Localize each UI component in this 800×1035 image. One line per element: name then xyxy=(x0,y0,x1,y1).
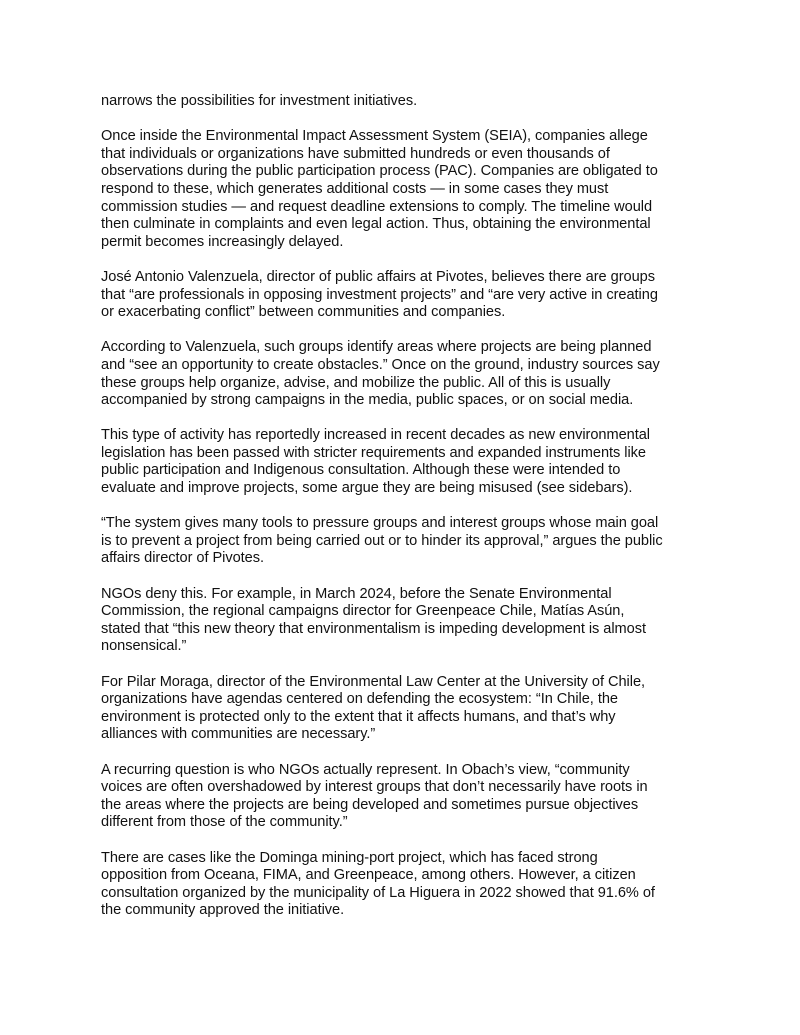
paragraph-valenzuela-obstacles: According to Valenzuela, such groups identify areas where projects are being planned and “see an opportunity to create obstacles.” Once on the ground, industry sources say these groups help organize, advise, and mobilize the public. All of this is usually accompanied by strong campaigns in the media, public spaces, or on social media. xyxy=(101,339,660,409)
paragraph-seia-observations: Once inside the Environmental Impact Assessment System (SEIA), companies allege that individuals or organizations have submitted hundreds or even thousands of observations during the public participation process (PAC). Companies are obligated to respond to these, which generates additional costs — in some cases they must commission studies — and request deadline extensions to comply. The timeline would then culminate in complaints and even legal action. Thus, obtaining the environmental permit becomes increasingly delayed. xyxy=(101,128,658,250)
paragraph-valenzuela-groups: José Antonio Valenzuela, director of public affairs at Pivotes, believes there are groups that “are professionals in opposing investment projects” and “are very active in creating or exacerbating conflict” between communities and companies. xyxy=(101,268,658,321)
paragraph-dominga-project: There are cases like the Dominga mining-port project, which has faced strong opposition from Oceana, FIMA, and Greenpeace, among others. However, a citizen consultation organized by the municipality of La Higuera in 2022 showed that 91.6% of the community approved the initiative. xyxy=(101,849,655,919)
paragraph-ngo-representation: A recurring question is who NGOs actually represent. In Obach’s view, “community voices are often overshadowed by interest groups that don’t necessarily have roots in the areas where the projects are being developed and sometimes pursue objectives different from those of the community.” xyxy=(101,761,648,831)
paragraph-system-tools-quote: “The system gives many tools to pressure groups and interest groups whose main goal is to prevent a project from being carried out or to hinder its approval,” argues the public affairs director of Pivotes. xyxy=(101,515,663,567)
paragraph-ngos-deny: NGOs deny this. For example, in March 2024, before the Senate Environmental Commission, the regional campaigns director for Greenpeace Chile, Matías Asún, stated that “this new theory that environmentalism is impeding development is almost nonsensical.” xyxy=(101,585,646,655)
paragraph-pilar-moraga: For Pilar Moraga, director of the Environmental Law Center at the University of Chile, organizations have agendas centered on defending the ecosystem: “In Chile, the environment is protected only to the extent that it affects humans, and that’s why alliances with communities are necessary.” xyxy=(101,673,646,743)
document-page xyxy=(101,93,701,938)
paragraph-legislation-increase: This type of activity has reportedly increased in recent decades as new environmental legislation has been passed with stricter requirements and expanded instruments like public participation and Indigenous consultation. Although these were intended to evaluate and improve projects, some argue they are being misused (see sidebars). xyxy=(101,427,650,497)
paragraph-intro-fragment: narrows the possibilities for investment initiatives. xyxy=(101,93,418,109)
